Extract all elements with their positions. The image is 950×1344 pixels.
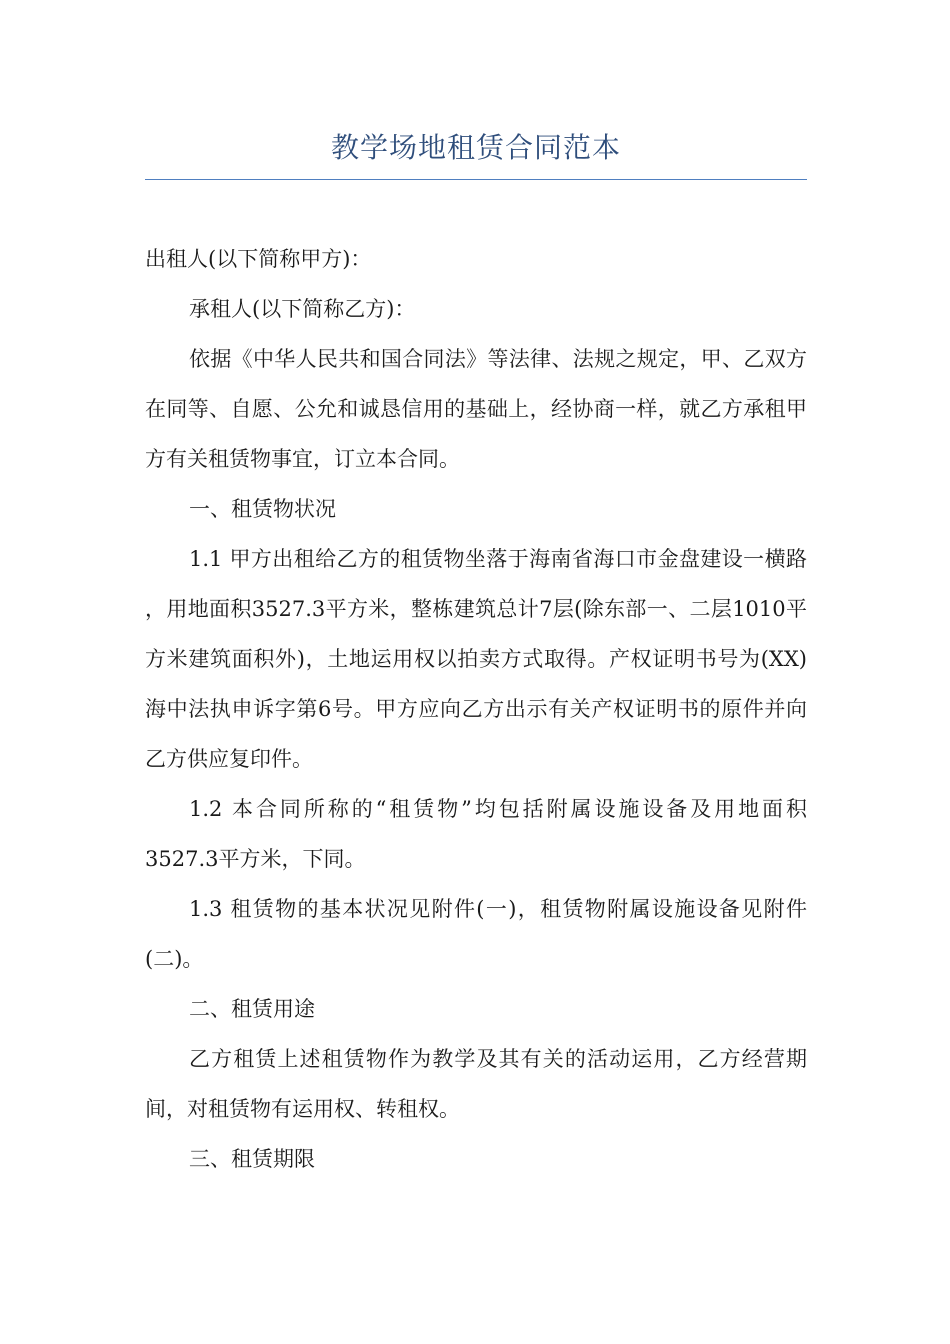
clause-1-2: 1.2 本合同所称的“租赁物”均包括附属设施设备及用地面积3527.3平方米，下同。 [145,797,807,871]
clause-2-body: 乙方租赁上述租赁物作为教学及其有关的活动运用，乙方经营期间，对租赁物有运用权、转租权。 [145,1047,807,1121]
clause-1-3: 1.3 租赁物的基本状况见附件(一)，租赁物附属设施设备见附件(二)。 [145,897,807,971]
section-heading-1: 一、租赁物状况 [189,497,336,521]
section-heading-3: 三、租赁期限 [189,1147,315,1171]
paragraph-lessor: 出租人(以下简称甲方)： [145,247,372,271]
section-heading-2: 二、租赁用途 [189,997,315,1021]
document-body [145,234,807,1184]
paragraph-preamble: 依据《中华人民共和国合同法》等法律、法规之规定，甲、乙双方在同等、自愿、公允和诚恳信用的基础上，经协商一样，就乙方承租甲方有关租赁物事宜，订立本合同。 [145,347,807,471]
paragraph-lessee: 承租人(以下简称乙方)： [189,297,416,321]
document-title: 教学场地租赁合同范本 [330,131,621,164]
title-underline [145,179,807,180]
clause-1-1: 1.1 甲方出租给乙方的租赁物坐落于海南省海口市金盘建设一横路 ，用地面积3527.3平方米，整栋建筑总计7层(除东部一、二层1010平方米建筑面积外)，土地运用权以拍卖方式取得。产权证明书号为(XX)海中法执申诉字第6号。甲方应向乙方出示有关产权证明书的原件并向乙方供应复印件。 [145,547,807,771]
